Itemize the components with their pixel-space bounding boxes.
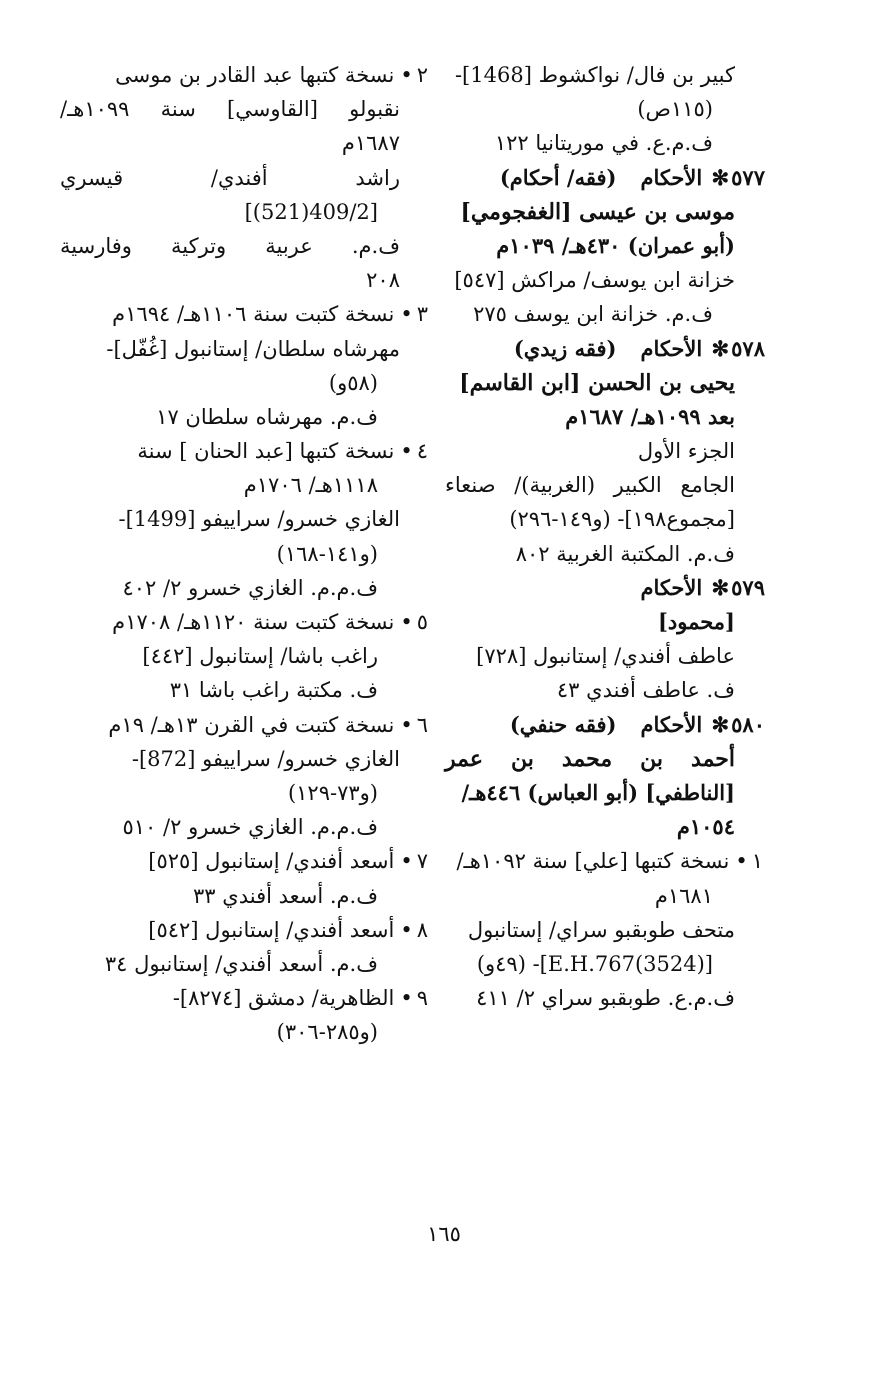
entry-heading-579 [445,571,765,605]
copy-number: ١ [751,849,763,874]
catalog-reference: ف. مكتبة راغب باشا ٣١ [169,678,378,703]
holding-library: الظاهرية/ دمشق [٨٢٧٤]- [172,986,395,1011]
holding-library: مهرشاه سلطان/ إستانبول [غُفّل]- [106,336,400,361]
bullet-icon: • [400,439,413,464]
copy-number: ٤ [416,439,428,464]
holding-library: أسعد أفندي/ إستانبول [٥٤٢] [148,917,395,942]
entry-number: ٥٨٠ [731,711,765,737]
text-line: نقبولو [القاوسي] سنة ١٠٩٩هـ/ [60,97,400,122]
right-column [445,58,765,1015]
page-number: ١٦٥ [427,1222,461,1246]
copy-description: نسخة كتبت في القرن ١٣هـ/ ١٩م [108,712,395,737]
copy-item-4 [60,434,428,468]
entry-title: الأحكام [640,711,703,737]
catalog-reference: ف.م.م. الغازي خسرو ٢/ ٤٠٢ [122,575,378,600]
copy-number: ٣ [416,302,428,327]
text-line: (١١٥ص) [637,97,713,122]
entry-number: ٥٧٨ [731,335,765,361]
catalog-reference: ف.م. أسعد أفندي ٣٣ [193,883,378,908]
bullet-icon: • [400,63,413,87]
catalog-reference: ف.م.م. الغازي خسرو ٢/ ٥١٠ [122,815,378,840]
holding-library: عاطف أفندي/ إستانبول [٧٢٨] [476,644,735,669]
holding-library: الجامع الكبير (الغربية)/ صنعاء [445,473,735,498]
holding-shelfmark: [E.H.767(3524)]- (٤٩و) [476,951,713,976]
entry-title: الأحكام [640,574,703,600]
entry-title: الأحكام [640,335,703,361]
volume-part: الجزء الأول [637,439,735,464]
holding-shelfmark: [409/2(521)] [244,199,378,224]
entry-author-nisba: [الناطفي] (أبو العباس) ٤٤٦هـ/ [461,779,735,805]
holding-library: أسعد أفندي/ إستانبول [٥٢٥] [148,849,395,874]
entry-author: موسى بن عيسى [الغفجومي] [460,198,735,225]
bullet-icon: • [400,917,413,942]
entry-number: ٥٧٩ [731,574,765,600]
text-line: ١٦٨٧م [341,131,400,156]
entry-subject: (فقه/ أحكام) [499,164,617,190]
copy-item-9 [60,981,428,1015]
folio-range: (و٢٨٥-٣٠٦) [276,1020,378,1045]
copy-item-6 [60,708,428,742]
entry-dates: (أبو عمران) ٤٣٠هـ/ ١٠٣٩م [496,232,735,258]
copy-number: ٨ [416,917,428,942]
holding-library: الغازي خسرو/ سراييفو [1499]- [118,507,400,532]
asterisk-icon: ✻ [711,164,730,190]
holding-library: راشد أفندي/ قيسري [60,165,400,190]
holding-library: خزانة ابن يوسف/ مراكش [٥٤٧] [454,268,735,293]
bullet-icon: • [400,986,413,1011]
bullet-icon: • [400,610,413,634]
copy-number: ٥ [416,610,428,634]
entry-heading-578 [445,332,765,366]
copy-number: ٧ [416,849,428,874]
catalog-reference: ف.م. أسعد أفندي/ إستانبول ٣٤ [104,951,378,976]
holding-shelfmark: [مجموع١٩٨]- (و١٤٩-٢٩٦) [509,507,735,532]
text-line: ٢٠٨ [366,268,400,293]
entry-heading-577 [445,161,765,195]
copy-description: نسخة كتبها [عبد الحنان ] سنة [137,439,395,464]
copy-description: نسخة كتبت سنة ١١٢٠هـ/ ١٧٠٨م [112,610,395,634]
folio-range: (٥٨و) [328,370,378,395]
bullet-icon: • [400,849,413,874]
asterisk-icon: ✻ [711,335,730,361]
copy-item-5 [60,605,428,639]
copy-description: نسخة كتبها [علي] سنة ١٠٩٢هـ/ [456,849,730,874]
bullet-icon: • [735,849,748,874]
entry-dates: ١٠٥٤م [676,814,735,840]
entry-author: يحيى بن الحسن [ابن القاسم] [459,369,735,396]
copy-number: ٦ [416,712,428,737]
copy-item-3 [60,297,428,331]
asterisk-icon: ✻ [711,711,730,737]
entry-author: [محمود] [657,609,735,634]
catalog-reference: ف.م. مهرشاه سلطان ١٧ [156,404,378,429]
bullet-icon: • [400,712,413,737]
entry-title: الأحكام [640,164,703,190]
copy-description: نسخة كتبت سنة ١١٠٦هـ/ ١٦٩٤م [112,302,395,327]
text-line: ١٦٨١م [654,883,713,908]
entry-dates: بعد ١٠٩٩هـ/ ١٦٨٧م [565,403,735,429]
asterisk-icon: ✻ [711,574,730,600]
catalog-reference: ف.م.ع. طوبقبو سراي ٢/ ٤١١ [476,986,735,1011]
copy-description: نسخة كتبها عبد القادر بن موسى [115,63,395,87]
catalog-reference: ف.م. عربية وتركية وفارسية [60,233,400,258]
holding-library: راغب باشا/ إستانبول [٤٤٢] [142,644,378,669]
copy-item-1 [445,844,763,878]
copy-item-2 [60,58,428,92]
catalog-reference: ف. عاطف أفندي ٤٣ [556,678,735,703]
holding-library: الغازي خسرو/ سراييفو [872]- [131,746,400,771]
bullet-icon: • [400,302,413,327]
folio-range: (و١٤١-١٦٨) [276,541,378,566]
copy-number: ٢ [416,63,428,87]
entry-subject: (فقه زيدي) [513,335,617,361]
catalog-reference: ف.م.ع. في موريتانيا ١٢٢ [494,131,713,156]
folio-range: (و٧٣-١٢٩) [287,780,378,805]
copy-number: ٩ [416,986,428,1011]
copy-item-8 [60,913,428,947]
entry-author: أحمد بن محمد بن عمر [445,745,735,772]
text-line: ١١١٨هـ/ ١٧٠٦م [243,473,378,498]
text-line: كبير بن فال/ نواكشوط [1468]- [454,63,735,87]
catalog-reference: ف.م. المكتبة الغربية ٨٠٢ [515,541,735,566]
holding-library: متحف طوبقبو سراي/ إستانبول [467,917,735,942]
entry-number: ٥٧٧ [731,164,765,190]
catalog-reference: ف.م. خزانة ابن يوسف ٢٧٥ [473,302,713,327]
entry-subject: (فقه حنفي) [509,711,617,737]
left-column [60,58,428,1049]
entry-heading-580 [445,708,765,742]
copy-item-7 [60,844,428,878]
